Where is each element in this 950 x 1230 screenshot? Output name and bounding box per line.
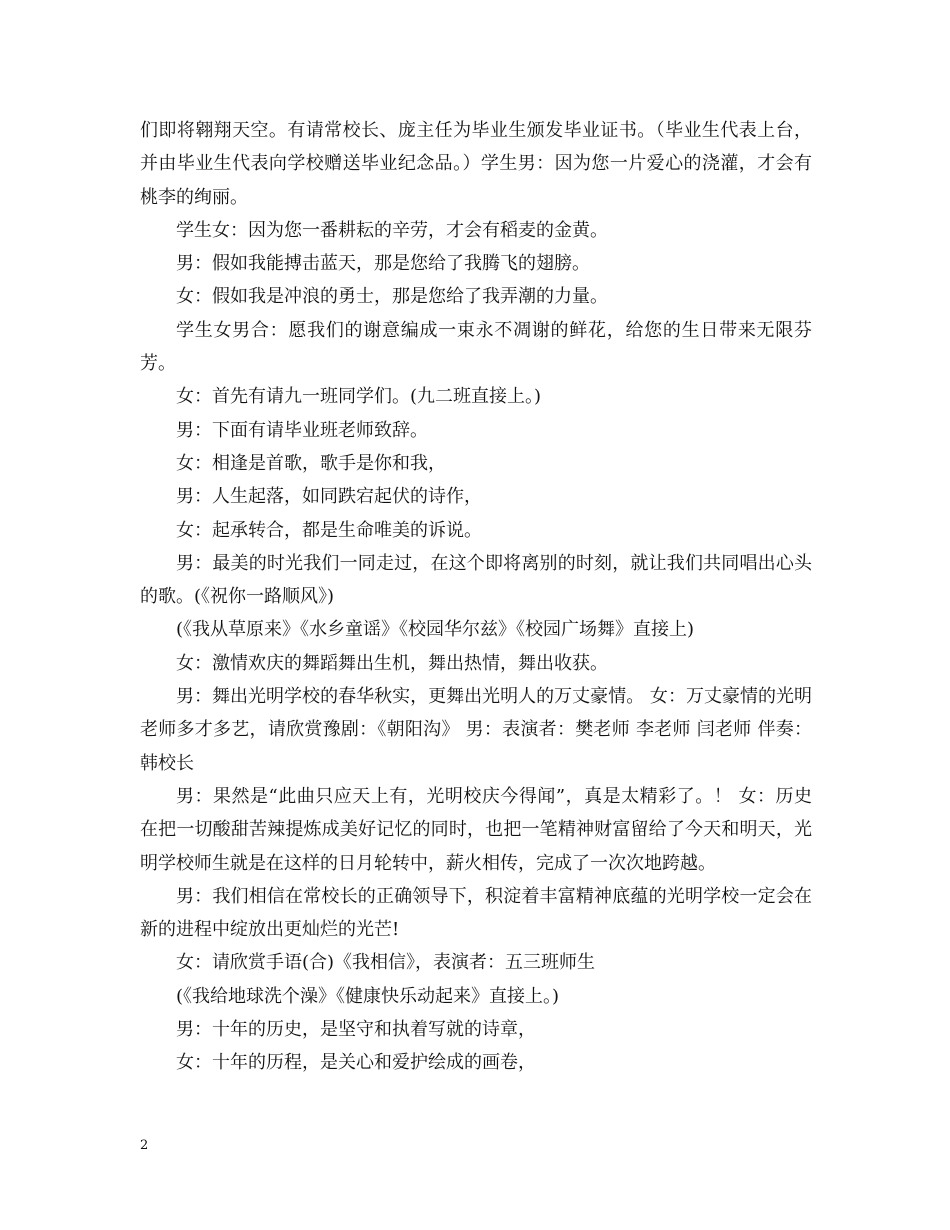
paragraph-11: 男：最美的时光我们一同走过，在这个即将离别的时刻，就让我们共同唱出心头的歌。(《祝你一路顺风》): [140, 552, 812, 608]
paragraph-3: 男：假如我能搏击蓝天，那是您给了我腾飞的翅膀。: [176, 253, 590, 275]
paragraph-16: 男：我们相信在常校长的正确领导下，积淀着丰富精神底蕴的光明学校一定会在新的进程中绽放出更灿烂的光芒!: [140, 885, 812, 941]
paragraph-4: 女：假如我是冲浪的勇士，那是您给了我弄潮的力量。: [176, 286, 608, 308]
document-body: [140, 114, 812, 1080]
paragraph-18: (《我给地球洗个澡》《健康快乐动起来》直接上。): [176, 985, 560, 1007]
paragraph-5: 学生女男合：愿我们的谢意编成一束永不凋谢的鲜花，给您的生日带来无限芬芳。: [140, 319, 812, 375]
paragraph-20: 女：十年的历程，是关心和爱护绘成的画卷，: [176, 1052, 536, 1074]
paragraph-14: 男：舞出光明学校的春华秋实，更舞出光明人的万丈豪情。 女：万丈豪情的光明老师多才多艺，请欣赏豫剧：《朝阳沟》 男：表演者：樊老师 李老师 闫老师 伴奏：韩校长: [140, 686, 812, 774]
paragraph-1: 们即将翱翔天空。有请常校长、庞主任为毕业生颁发毕业证书。（毕业生代表上台，并由毕业生代表向学校赠送毕业纪念品。）学生男：因为您一片爱心的浇灌，才会有桃李的绚丽。: [140, 120, 812, 208]
paragraph-2: 学生女：因为您一番耕耘的辛劳，才会有稻麦的金黄。: [176, 219, 608, 241]
paragraph-8: 女：相逢是首歌，歌手是你和我，: [176, 452, 446, 474]
paragraph-17: 女：请欣赏手语(合)《我相信》，表演者：五三班师生: [176, 952, 596, 974]
paragraph-6: 女：首先有请九一班同学们。(九二班直接上。): [176, 386, 542, 408]
paragraph-15: 男：果然是“此曲只应天上有，光明校庆今得闻”，真是太精彩了。！ 女：历史在把一切酸甜苦辣提炼成美好记忆的同时，也把一笔精神财富留给了今天和明天，光明学校师生就是在这样的日月轮转中，薪火相传，完成了一次次地跨越。: [140, 785, 812, 874]
page-number: 2: [140, 1138, 149, 1153]
paragraph-10: 女：起承转合，都是生命唯美的诉说。: [176, 519, 482, 541]
paragraph-19: 男：十年的历史，是坚守和执着写就的诗章，: [176, 1019, 536, 1041]
paragraph-12: (《我从草原来》《水乡童谣》《校园华尔兹》《校园广场舞》直接上): [176, 619, 695, 641]
paragraph-7: 男：下面有请毕业班老师致辞。: [176, 419, 428, 441]
paragraph-9: 男：人生起落，如同跌宕起伏的诗作，: [176, 486, 482, 508]
paragraph-13: 女：激情欢庆的舞蹈舞出生机，舞出热情，舞出收获。: [176, 652, 608, 674]
